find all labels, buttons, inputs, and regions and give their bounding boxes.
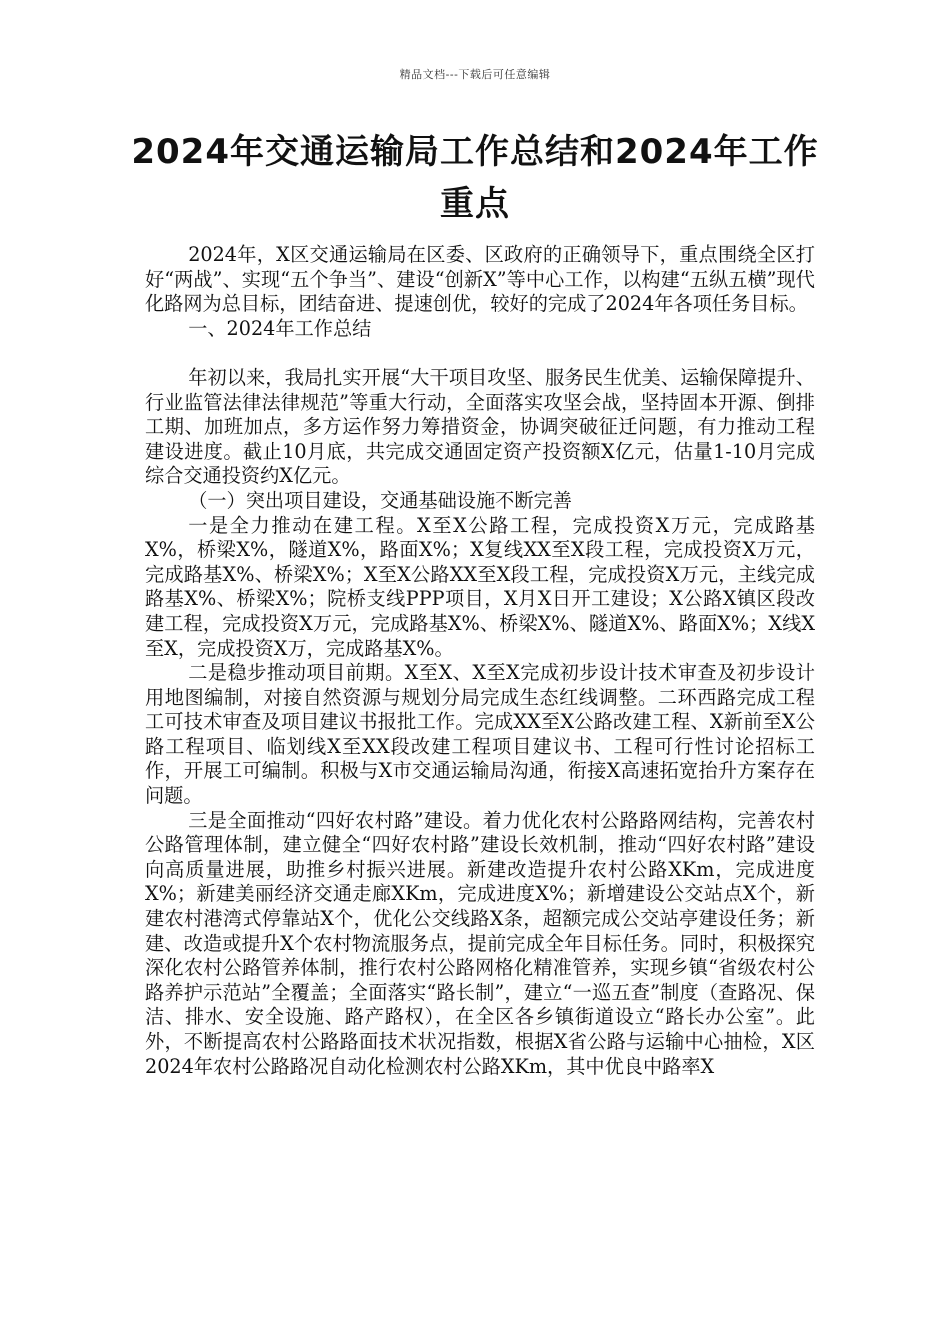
paragraph-preliminary: 二是稳步推动项目前期。X至X、X至X完成初步设计技术审查及初步设计用地图编制，对接自然资源与规划分局完成生态红线调整。二环西路完成工程工可技术审查及项目建议书报批工作。完成XX至X公路改建工程、X新前至X公路工程项目、临划线X至XX段改建工程项目建议书、工程可行性讨论招标工作，开展工可编制。积极与X市交通运输局沟通，衔接X高速拓宽抬升方案存在问题。 — [145, 661, 815, 808]
blank-line — [145, 341, 815, 366]
document-body — [145, 243, 815, 1079]
paragraph-construction: 一是全力推动在建工程。X至X公路工程，完成投资X万元，完成路基X%，桥梁X%，隧道X%，路面X%；X复线XX至X段工程，完成投资X万元，完成路基X%、桥梁X%；X至X公路XX至X段工程，完成投资X万元，主线完成路基X%、桥梁X%；院桥支线PPP项目，X月X日开工建设；X公路X镇区段改建工程，完成投资X万元，完成路基X%、桥梁X%、隧道X%、路面X%；X线X至X，完成投资X万，完成路基X%。 — [145, 513, 815, 660]
intro-paragraph: 2024年，X区交通运输局在区委、区政府的正确领导下，重点围绕全区打好“两战”、实现“五个争当”、建设“创新X”等中心工作，以构建“五纵五横”现代化路网为总目标，团结奋进、提速创优，较好的完成了2024年各项任务目标。 — [145, 243, 815, 316]
paragraph-rural-roads: 三是全面推动“四好农村路”建设。着力优化农村公路路网结构，完善农村公路管理体制，建立健全“四好农村路”建设长效机制，推动“四好农村路”建设向高质量进展，助推乡村振兴进展。新建改造提升农村公路XKm，完成进度X%；新建美丽经济交通走廊XKm，完成进度X%；新增建设公交站点X个，新建农村港湾式停靠站X个，优化公交线路X条，超额完成公交站亭建设任务；新建、改造或提升X个农村物流服务点，提前完成全年目标任务。同时，积极探究深化农村公路管养体制，推行农村公路网格化精准管养，实现乡镇“省级农村公路养护示范站”全覆盖；全面落实“路长制”，建立“一巡五查”制度（查路况、保洁、排水、安全设施、路产路权），在全区各乡镇街道设立“路长办公室”。此外，不断提高农村公路路面技术状况指数，根据X省公路与运输中心抽检，X区2024年农村公路路况自动化检测农村公路XKm，其中优良中路率X — [145, 808, 815, 1078]
document-title: 2024年交通运输局工作总结和2024年工作重点 — [131, 132, 819, 224]
paragraph-overview: 年初以来，我局扎实开展“大干项目攻坚、服务民生优美、运输保障提升、行业监管法律法律规范”等重大行动，全面落实攻坚会战，坚持固本开源、倒排工期、加班加点，多方运作努力筹措资金，协调突破征迁问题，有力推动工程建设进度。截止10月底，共完成交通固定资产投资额X亿元，估量1-10月完成综合交通投资约X亿元。 — [145, 365, 815, 488]
section-heading: 一、2024年工作总结 — [188, 316, 372, 340]
header-note: 精品文档---下载后可任意编辑 — [399, 68, 551, 81]
subsection-heading: （一）突出项目建设，交通基础设施不断完善 — [188, 488, 572, 512]
